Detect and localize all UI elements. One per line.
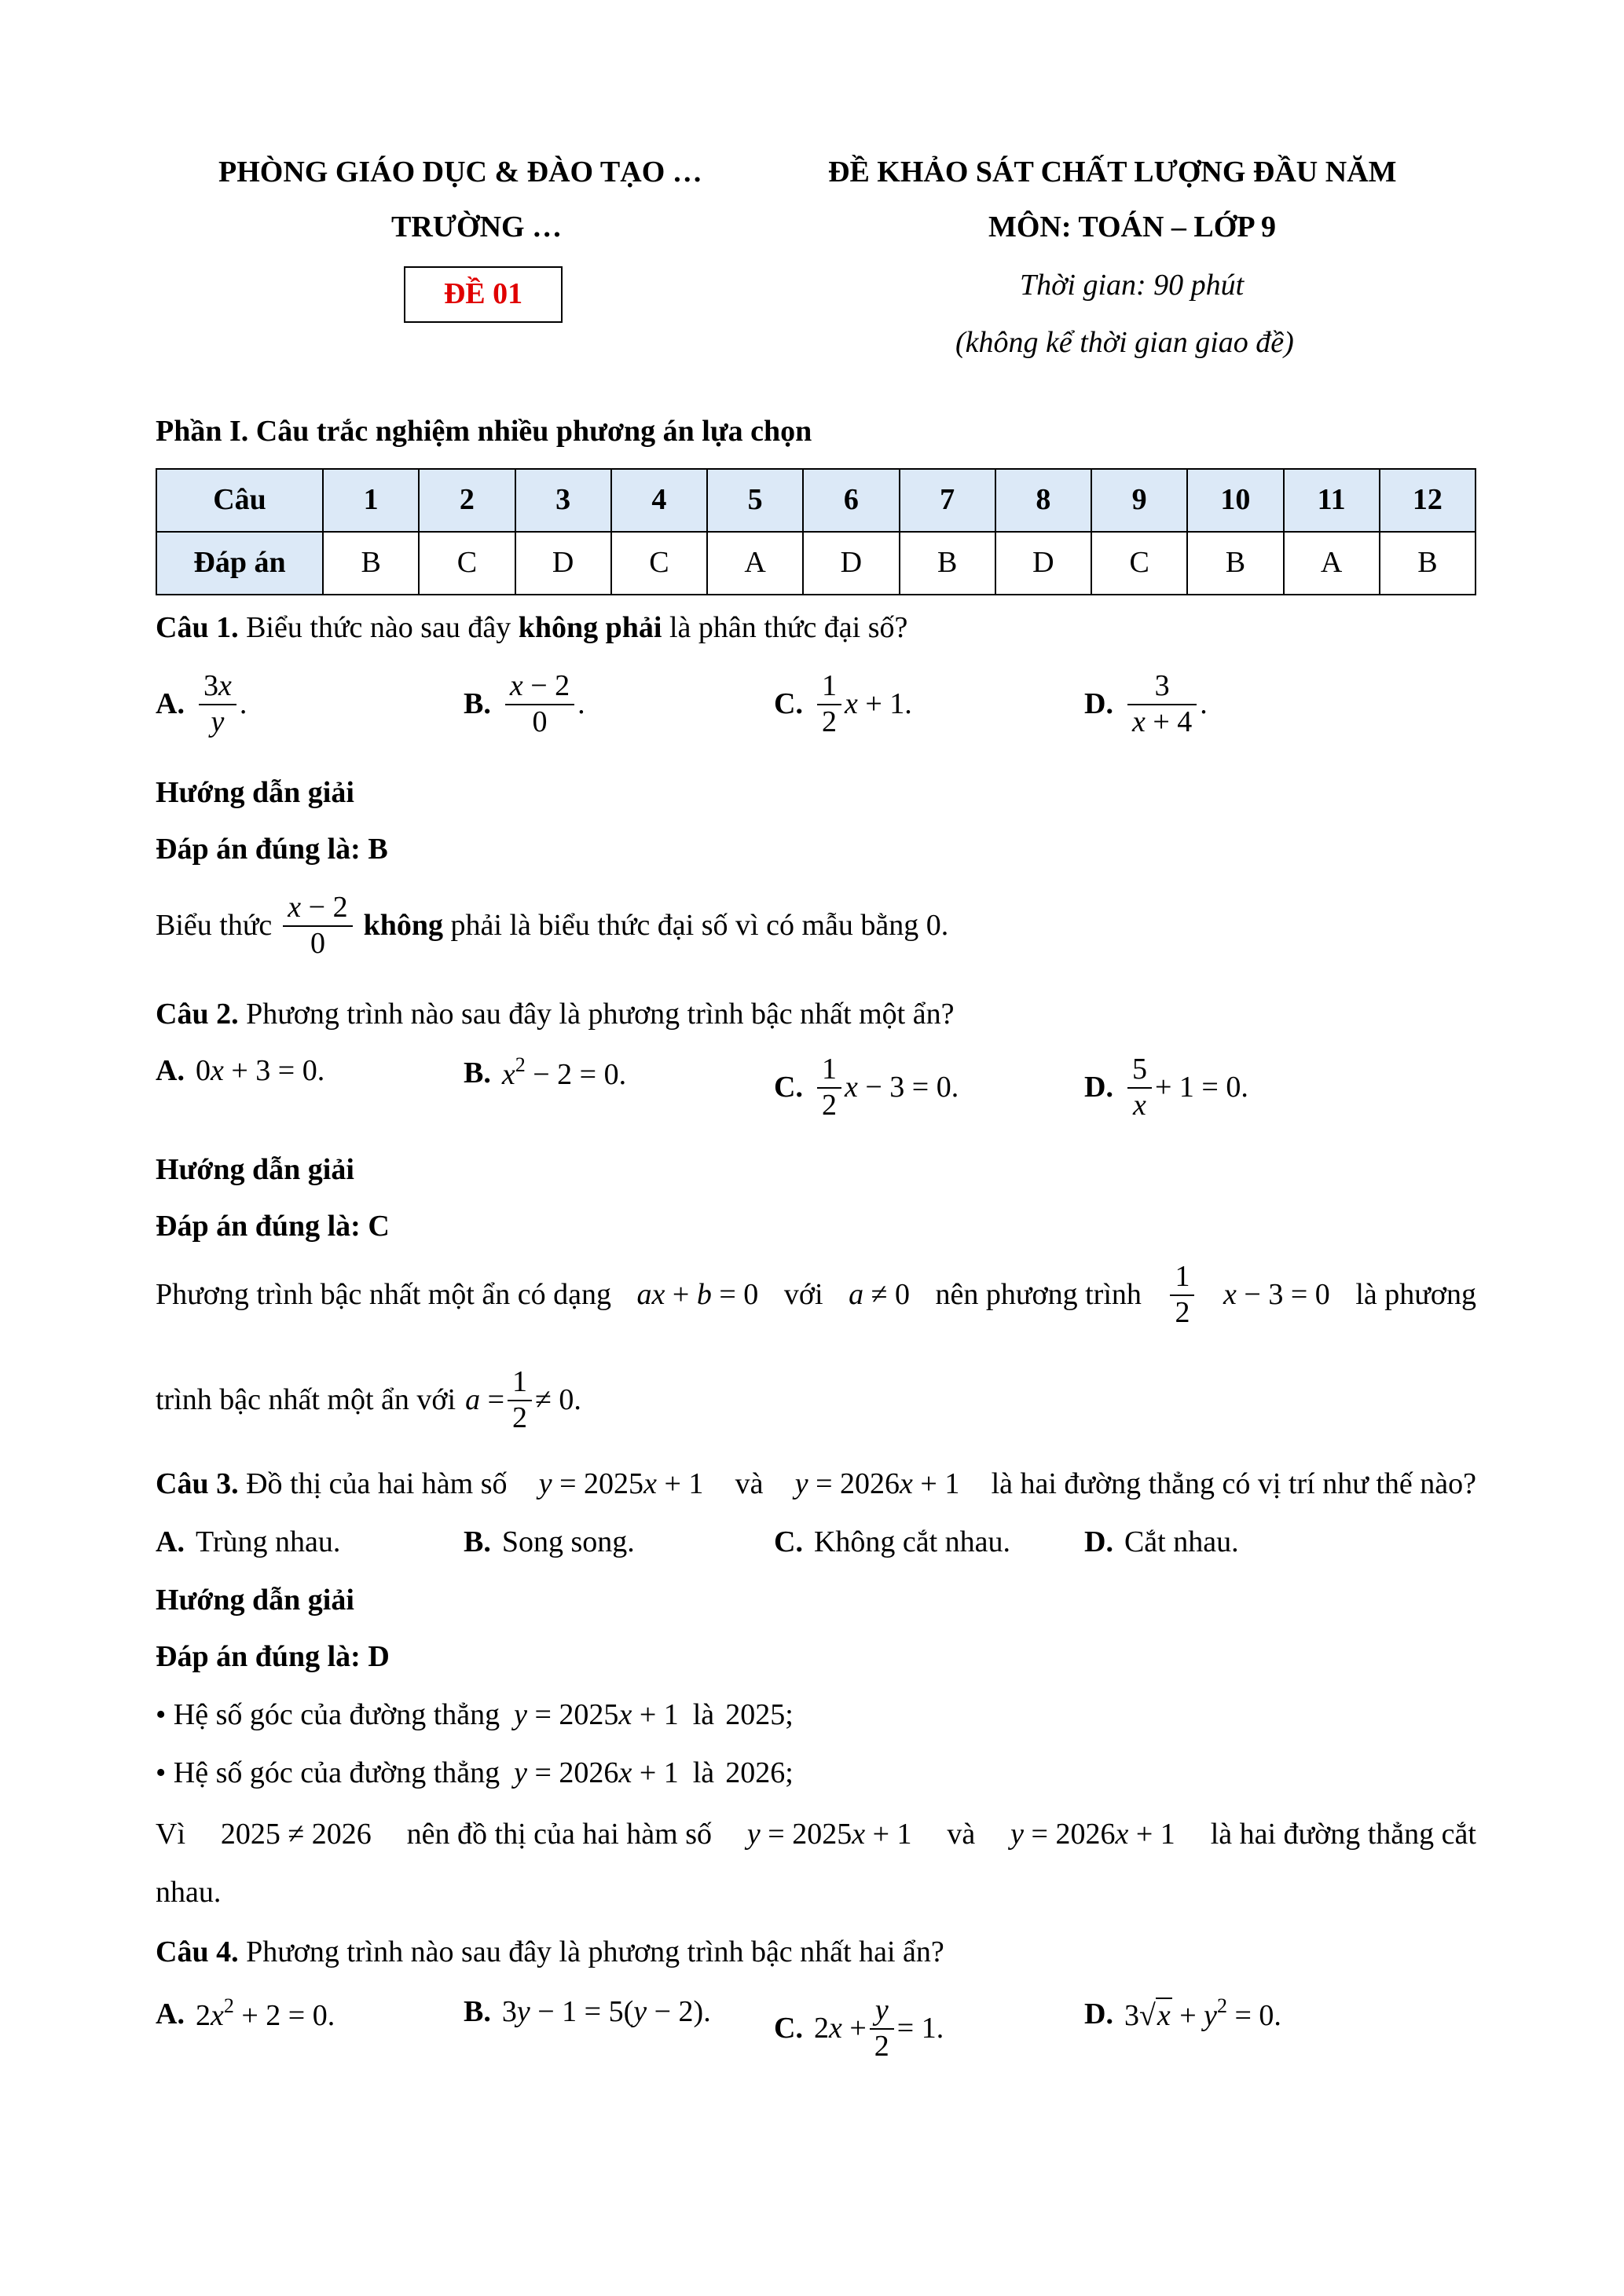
answer-table-answer-row: [156, 532, 1476, 595]
section-title: Phần I. Câu trắc nghiệm nhiều phương án lựa chọn: [156, 415, 812, 448]
q3-expl-text: Vì: [156, 1818, 185, 1851]
option-letter: B.: [464, 1995, 491, 2028]
q3-conclusion-line1: Vì 2025 ≠ 2026 nên đồ thị của hai hàm số y = 2025x + 1 và y = 2026x + 1 là hai đường thẳng cắt: [156, 1816, 1476, 1854]
answer-cell: B: [900, 532, 995, 595]
q1-expl-bold: không: [363, 908, 444, 942]
q1-label: Câu 1.: [156, 611, 239, 644]
option-letter: B.: [464, 1056, 491, 1089]
option-letter: D.: [1084, 1070, 1113, 1104]
fraction: $\frac{3}{x + 4}$: [1127, 669, 1197, 739]
option-letter: D.: [1084, 1997, 1113, 2031]
question-number: 12: [1380, 469, 1476, 532]
q3-conclusion-line2: nhau.: [156, 1876, 222, 1909]
q4-option-d: D. $3√x + y^2 = 0$.: [1084, 1994, 1281, 2032]
q2-expl-text: nên phương trình: [935, 1277, 1142, 1311]
q2-option-a: A. 0x + 3 = 0.: [156, 1053, 324, 1090]
q3-correct-answer: Đáp án đúng là: D: [156, 1640, 390, 1673]
q1-option-c: C. $\frac{1}{2}$ x + 1.: [774, 669, 912, 738]
q1-explanation: [156, 891, 948, 961]
q3-text: Đồ thị của hai hàm số: [238, 1467, 508, 1500]
q3-expl-text: • Hệ số góc của đường thẳng: [156, 1698, 500, 1731]
option-letter: B.: [464, 687, 491, 720]
question-number: 1: [323, 469, 419, 532]
q3-text: và: [735, 1467, 764, 1500]
answer-cell: D: [995, 532, 1091, 595]
answer-table: [156, 468, 1476, 595]
q2-expl-text: là phương: [1355, 1277, 1476, 1311]
q3-expl-text: là: [692, 1756, 715, 1789]
question-number: 5: [707, 469, 803, 532]
answer-cell: C: [1091, 532, 1187, 595]
q2-expl-text: trình bậc nhất một ẩn với: [156, 1382, 456, 1416]
q3-expl-text: là hai đường thẳng cắt: [1210, 1818, 1476, 1851]
fraction: $\frac{x - 2}{0}$: [505, 669, 574, 739]
fraction: $\frac{1}{2}$: [1170, 1260, 1194, 1330]
q3-option-d: [1084, 1524, 1239, 1562]
fraction: $\frac{x - 2}{0}$: [283, 891, 352, 961]
q2-guide-heading: Hướng dẫn giải: [156, 1153, 354, 1186]
q4-stem: [156, 1934, 944, 1972]
q2-option-d: D. $\frac{5}{x}$ + 1 = 0.: [1084, 1053, 1248, 1122]
fraction: $\frac{1}{2}$: [817, 669, 841, 739]
q1-expl-text: Biểu thức: [156, 908, 273, 942]
question-number: 10: [1187, 469, 1283, 532]
option-letter: A.: [156, 1997, 185, 2031]
q2-correct-answer: Đáp án đúng là: C: [156, 1210, 390, 1243]
q1-text-end: là phân thức đại số?: [662, 611, 908, 644]
exam-code-box: [404, 266, 563, 323]
answer-cell: B: [323, 532, 419, 595]
option-letter: A.: [156, 1054, 185, 1087]
answer-row-label: Đáp án: [156, 532, 323, 595]
q3-bullet-1: • Hệ số góc của đường thẳng y = 2025x + 1 là 2025;: [156, 1697, 794, 1734]
option-text: Không cắt nhau.: [813, 1525, 1011, 1558]
department-name: PHÒNG GIÁO DỤC & ĐÀO TẠO …: [218, 156, 702, 189]
exam-duration-note: (không kể thời gian giao đề): [955, 326, 1294, 359]
q3-label: Câu 3.: [156, 1467, 239, 1500]
question-number: 2: [419, 469, 515, 532]
option-text: Cắt nhau.: [1124, 1525, 1239, 1558]
q3-bullet-2: • Hệ số góc của đường thẳng y = 2026x + 1 là 2026;: [156, 1755, 794, 1792]
fraction: $\frac{y}{2}$: [870, 1994, 894, 2063]
question-row-label: Câu: [156, 469, 323, 532]
fraction: $\frac{1}{2}$: [508, 1365, 532, 1435]
q3-text: là hai đường thẳng có vị trí như thế nào?: [991, 1467, 1476, 1500]
q2-explanation-line1: Phương trình bậc nhất một ẩn có dạng ax + b = 0 với a ≠ 0 nên phương trình $\frac{1}{2}$ x − 3 = 0 là phương: [156, 1260, 1476, 1329]
q1-text: Biểu thức nào sau đây: [238, 611, 519, 644]
q2-explanation-line2: trình bậc nhất một ẩn với a = $\frac{1}{2}$ ≠ 0.: [156, 1365, 581, 1434]
question-number: 4: [611, 469, 707, 532]
answer-cell: B: [1380, 532, 1476, 595]
q3-option-a: [156, 1524, 340, 1562]
q1-option-b: B. $\frac{x - 2}{0}$ .: [464, 669, 585, 738]
answer-cell: C: [419, 532, 515, 595]
fraction: $\frac{5}{x}$: [1127, 1053, 1152, 1122]
question-number: 6: [803, 469, 899, 532]
answer-table-question-row: [156, 469, 1476, 532]
q1-option-d: D. $\frac{3}{x + 4}$ .: [1084, 669, 1208, 738]
option-letter: C.: [774, 687, 803, 720]
option-text: Trùng nhau.: [195, 1525, 341, 1558]
q4-option-a: A. $2x^2 + 2 = 0$.: [156, 1994, 335, 2032]
answer-cell: D: [515, 532, 611, 595]
q2-option-b: B. $x^2 - 2 = 0$.: [464, 1053, 627, 1091]
q3-guide-heading: Hướng dẫn giải: [156, 1584, 354, 1617]
question-number: 3: [515, 469, 611, 532]
q1-option-a: A. $\frac{3x}{y}$ .: [156, 669, 247, 738]
q3-expl-text: • Hệ số góc của đường thẳng: [156, 1756, 500, 1789]
question-number: 7: [900, 469, 995, 532]
option-letter: C.: [774, 1525, 803, 1558]
option-text: Song song.: [501, 1525, 635, 1558]
exam-title: ĐỀ KHẢO SÁT CHẤT LƯỢNG ĐẦU NĂM: [828, 156, 1397, 189]
exam-duration: Thời gian: 90 phút: [1020, 269, 1245, 302]
answer-cell: D: [803, 532, 899, 595]
school-name: TRƯỜNG …: [391, 211, 563, 244]
answer-cell: B: [1187, 532, 1283, 595]
option-letter: A.: [156, 687, 185, 720]
q3-option-c: [774, 1524, 1010, 1562]
q2-expl-text: Phương trình bậc nhất một ẩn có dạng: [156, 1277, 611, 1311]
option-letter: C.: [774, 1070, 803, 1104]
q2-text: Phương trình nào sau đây là phương trình bậc nhất một ẩn?: [238, 998, 955, 1031]
q4-option-c: C. 2x + $\frac{y}{2}$ = 1.: [774, 1994, 944, 2063]
q3-expl-value: 2025;: [725, 1698, 794, 1731]
q2-label: Câu 2.: [156, 998, 239, 1031]
question-number: 8: [995, 469, 1091, 532]
fraction: $\frac{1}{2}$: [817, 1053, 841, 1122]
q3-expl-text: là: [692, 1698, 715, 1731]
exam-code: ĐỀ 01: [443, 277, 523, 311]
q3-expl-text: và: [947, 1818, 976, 1851]
q3-expl-value: 2026;: [725, 1756, 794, 1789]
option-letter: D.: [1084, 687, 1113, 720]
q2-stem: [156, 996, 954, 1034]
q3-expl-text: nên đồ thị của hai hàm số: [406, 1818, 712, 1851]
question-number: 11: [1284, 469, 1380, 532]
q1-expl-end: phải là biểu thức đại số vì có mẫu bằng 0.: [443, 908, 949, 942]
answer-cell: A: [707, 532, 803, 595]
q4-text: Phương trình nào sau đây là phương trình bậc nhất hai ẩn?: [238, 1935, 944, 1968]
q4-label: Câu 4.: [156, 1935, 239, 1968]
q1-text-bold: không phải: [518, 611, 662, 644]
q3-option-b: [464, 1524, 635, 1562]
answer-cell: A: [1284, 532, 1380, 595]
q4-option-b: B. 3y − 1 = 5(y − 2).: [464, 1994, 711, 2031]
fraction: $\frac{3x}{y}$: [199, 669, 236, 739]
q2-expl-text: với: [783, 1277, 823, 1311]
q3-stem: Câu 3. Đồ thị của hai hàm số y = 2025x + 1 và y = 2026x + 1 là hai đường thẳng có vị trí như thế nào?: [156, 1466, 1476, 1503]
q1-stem: [156, 610, 907, 647]
question-number: 9: [1091, 469, 1187, 532]
q2-option-c: C. $\frac{1}{2}$ x − 3 = 0.: [774, 1053, 959, 1122]
q1-correct-answer: Đáp án đúng là: B: [156, 833, 388, 866]
option-letter: D.: [1084, 1525, 1113, 1558]
exam-subject: MÔN: TOÁN – LỚP 9: [988, 211, 1276, 244]
answer-cell: C: [611, 532, 707, 595]
option-letter: C.: [774, 2011, 803, 2045]
option-letter: B.: [464, 1525, 491, 1558]
q1-guide-heading: Hướng dẫn giải: [156, 776, 354, 809]
option-letter: A.: [156, 1525, 185, 1558]
